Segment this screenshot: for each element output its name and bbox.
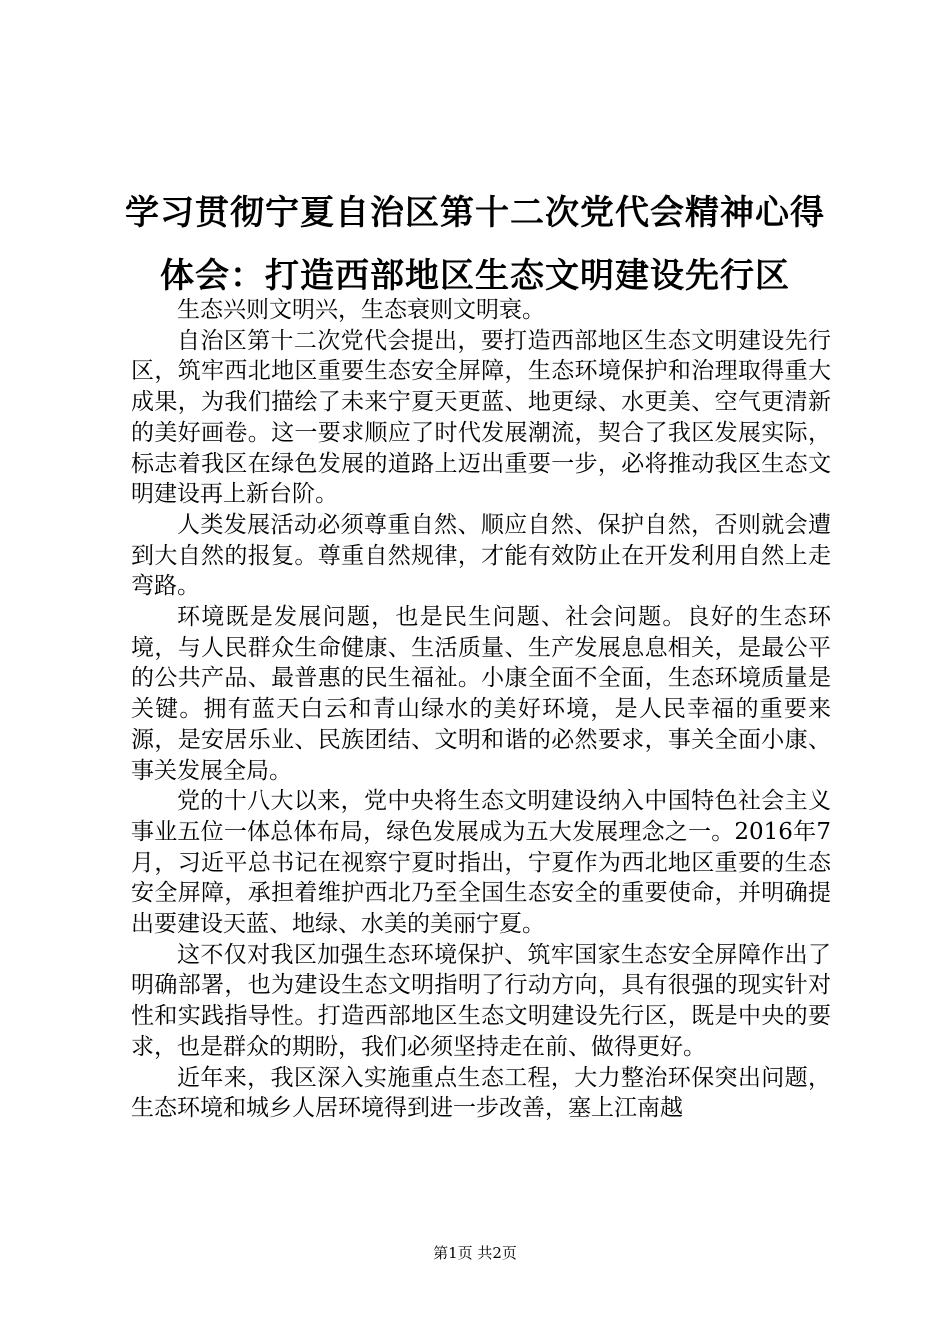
document-title: [110, 182, 840, 308]
paragraph: 生态兴则文明兴，生态衰则文明衰。: [177, 297, 545, 323]
paragraph: 人类发展活动必须尊重自然、顺应自然、保护自然，否则就会遭到大自然的报复。尊重自然规律，才能有效防止在开发利用自然上走弯路。: [131, 511, 831, 600]
paragraph: 党的十八大以来，党中央将生态文明建设纳入中国特色社会主义事业五位一体总体布局，绿色发展成为五大发展理念之一。2016年7月，习近平总书记在视察宁夏时指出，宁夏作为西北地区重要的生态安全屏障，承担着维护西北乃至全国生态安全的重要使命，并明确提出要建设天蓝、地绿、水美的美丽宁夏。: [131, 788, 831, 938]
document-body: [131, 295, 831, 1124]
title-line-2: 体会：打造西部地区生态文明建设先行区: [160, 256, 790, 296]
paragraph: 自治区第十二次党代会提出，要打造西部地区生态文明建设先行区，筑牢西北地区重要生态安全屏障，生态环境保护和治理取得重大成果，为我们描绘了未来宁夏天更蓝、地更绿、水更美、空气更清新的美好画卷。这一要求顺应了时代发展潮流，契合了我区发展实际，标志着我区在绿色发展的道路上迈出重要一步，必将推动我区生态文明建设再上新台阶。: [131, 327, 831, 508]
paragraph: 近年来，我区深入实施重点生态工程，大力整治环保突出问题，生态环境和城乡人居环境得到进一步改善，塞上江南越: [131, 1064, 831, 1122]
paragraph: 环境既是发展问题，也是民生问题、社会问题。良好的生态环境，与人民群众生命健康、生活质量、生产发展息息相关，是最公平的公共产品、最普惠的民生福祉。小康全面不全面，生态环境质量是关键。拥有蓝天白云和青山绿水的美好环境，是人民幸福的重要来源，是安居乐业、民族团结、文明和谐的必然要求，事关全面小康、事关发展全局。: [131, 604, 831, 784]
paragraph: 这不仅对我区加强生态环境保护、筑牢国家生态安全屏障作出了明确部署，也为建设生态文明指明了行动方向，具有很强的现实针对性和实践指导性。打造西部地区生态文明建设先行区，既是中央的要求，也是群众的期盼，我们必须坚持走在前、做得更好。: [131, 941, 831, 1060]
title-line-1: 学习贯彻宁夏自治区第十二次党代会精神心得: [125, 193, 825, 233]
page-footer: 第1页 共2页: [433, 1244, 517, 1262]
